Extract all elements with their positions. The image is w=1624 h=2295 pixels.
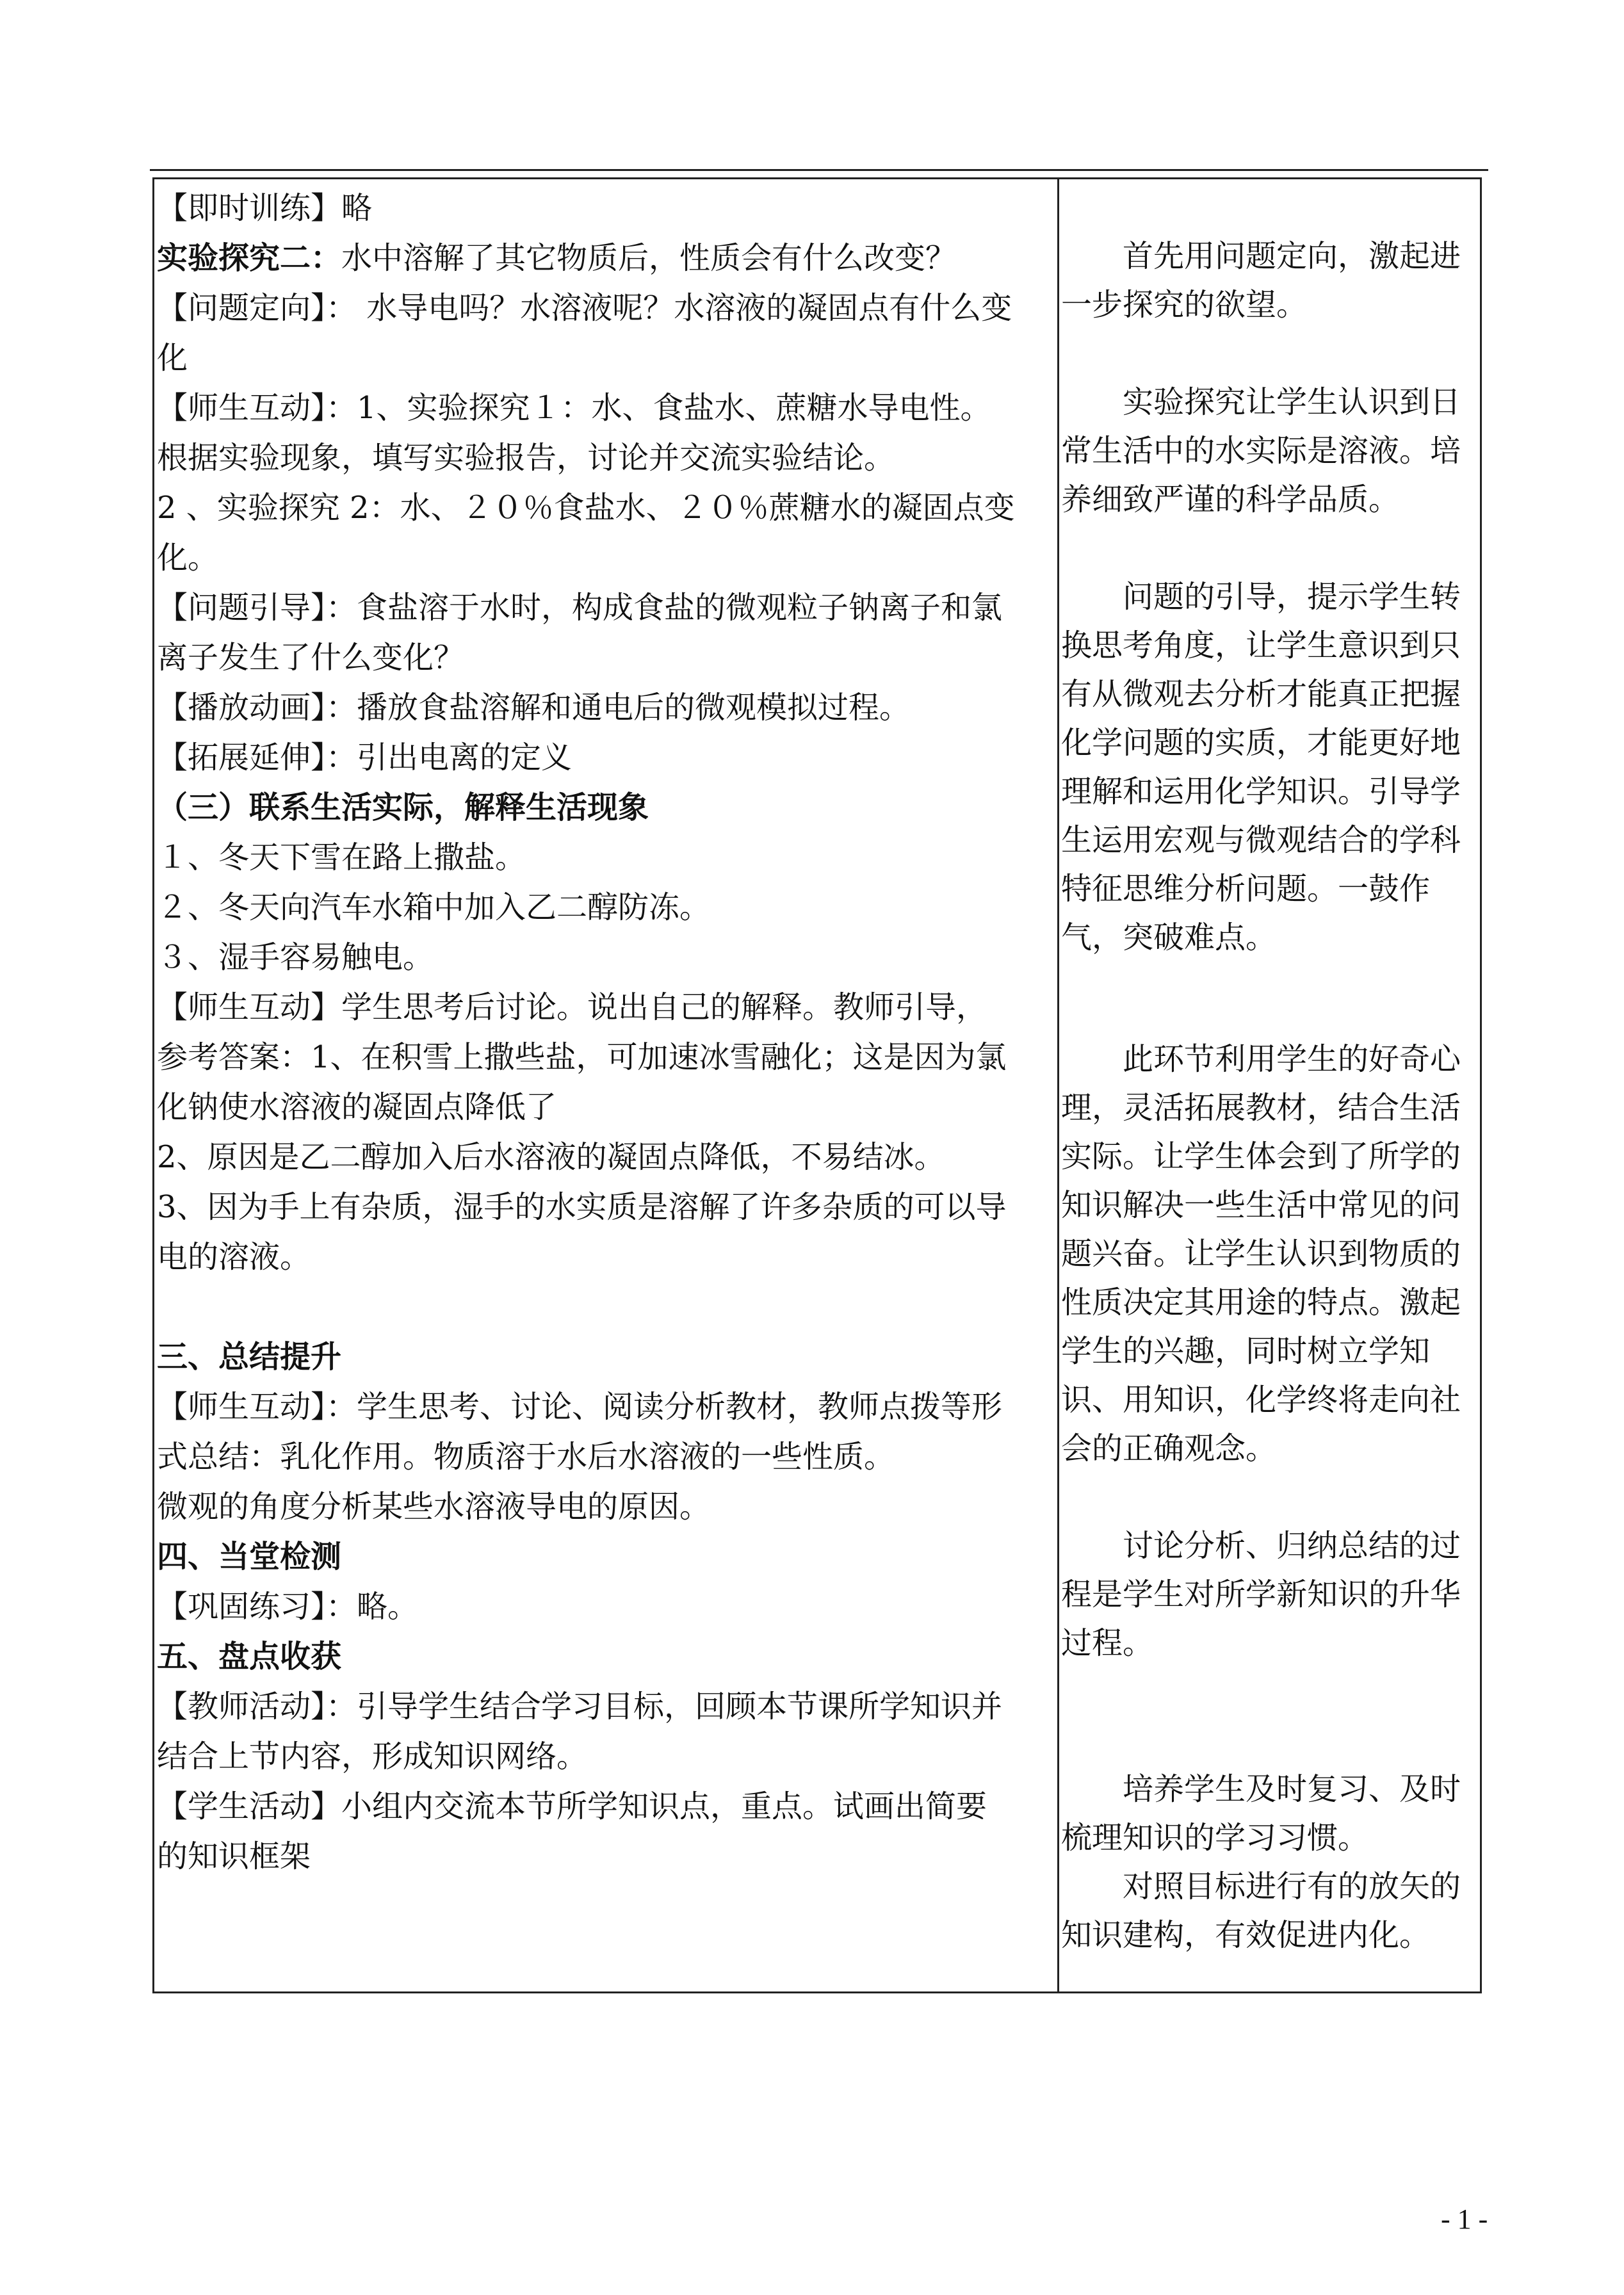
heading-text: 五、盘点收获	[157, 1639, 342, 1675]
tag: 【师生互动】	[157, 1389, 327, 1425]
tag: 【师生互动】	[157, 390, 327, 426]
line-instant-training	[157, 183, 1053, 233]
line-text: 微观的角度分析某些水溶液导电的原因。	[157, 1489, 711, 1525]
text: ：播放食盐溶解和通电后的微观模拟过程。	[326, 690, 911, 726]
line-interaction-three	[157, 1382, 1053, 1432]
line-text: 电的溶液。	[157, 1239, 311, 1275]
text: 学生思考后讨论。说出自己的解释。教师引导，	[341, 989, 987, 1025]
section-heading-test	[157, 1532, 1053, 1582]
text: ：学生思考、讨论、阅读分析教材，教师点拨等形	[326, 1389, 1003, 1425]
intent-paragraph: 讨论分析、归纳总结的过程是学生对所学新知识的升华过程。	[1061, 1528, 1461, 1661]
lesson-table	[152, 177, 1482, 1993]
line-interaction-one	[157, 383, 1053, 433]
line-text: 的知识框架	[157, 1838, 311, 1874]
line-play-animation	[157, 683, 1053, 733]
line-problem-orientation	[157, 283, 1053, 333]
section-heading-summary	[157, 1332, 1053, 1382]
text: ：略。	[326, 1589, 419, 1625]
line-text: １、冬天下雪在路上撒盐。	[157, 839, 526, 875]
text: ：引出电离的定义	[326, 740, 572, 775]
line-text: 化。	[157, 540, 219, 576]
line-text: 式总结：乳化作用。物质溶于水后水溶液的一些性质。	[157, 1439, 895, 1475]
line-text: 根据实验现象，填写实验报告，讨论并交流实验结论。	[157, 440, 895, 476]
line-text: 2、原因是乙二醇加入后水溶液的凝固点降低，不易结冰。	[157, 1139, 945, 1175]
intent-paragraph: 首先用问题定向，激起进一步探究的欲望。	[1061, 238, 1461, 323]
tag: 实验探究二：	[157, 240, 342, 276]
line-text: 3、因为手上有杂质，湿手的水实质是溶解了许多杂质的可以导	[157, 1189, 1007, 1225]
tag: 【拓展延伸】	[157, 740, 327, 775]
line-experiment-two	[157, 233, 1053, 283]
line-student-activity	[157, 1781, 1053, 1831]
line-question-guide	[157, 583, 1053, 633]
intent-paragraph: 此环节利用学生的好奇心理，灵活拓展教材，结合生活实际。让学生体会到了所学的知识解决一些生活中常见的问题兴奋。让学生认识到物质的性质决定其用途的特点。激起学生的兴趣，同时树立学知识、用知识，化学终将走向社会的正确观念。	[1061, 1041, 1461, 1466]
text: 水中溶解了其它物质后，性质会有什么改变？	[341, 240, 957, 276]
line-interaction-two	[157, 982, 1053, 1032]
text: 小组内交流本节所学知识点，重点。试画出简要	[341, 1788, 987, 1824]
blank-line	[157, 1282, 1053, 1332]
text: ：食盐溶于水时，构成食盐的微观粒子钠离子和氯	[326, 590, 1003, 626]
heading-text: 四、当堂检测	[157, 1539, 342, 1575]
tag: 【教师活动】	[157, 1689, 327, 1724]
text: 水导电吗？水溶液呢？水溶液的凝固点有什么变	[357, 290, 1012, 326]
section-heading-harvest	[157, 1632, 1053, 1682]
text: ：1、实验探究１：水、食盐水、蔗糖水导电性。	[326, 390, 991, 426]
line-text: ３、湿手容易触电。	[157, 939, 434, 975]
line-text: 化钠使水溶液的凝固点降低了	[157, 1089, 557, 1125]
line-practice	[157, 1582, 1053, 1632]
page-number: - 1 -	[1441, 2203, 1488, 2235]
heading-text: （三）联系生活实际，解释生活现象	[157, 790, 649, 825]
tag: 【师生互动】	[157, 989, 342, 1025]
intent-paragraph: 实验探究让学生认识到日常生活中的水实际是溶液。培养细致严谨的科学品质。	[1061, 384, 1461, 517]
column-divider	[1057, 179, 1059, 1991]
tag: 【学生活动】	[157, 1788, 342, 1824]
section-heading-three	[157, 783, 1053, 832]
intent-paragraph: 对照目标进行有的放矢的知识建构，有效促进内化。	[1061, 1869, 1461, 1953]
tag: 【播放动画】	[157, 690, 327, 726]
tag: 【即时训练】	[157, 190, 342, 226]
text: ：引导学生结合学习目标，回顾本节课所学知识并	[326, 1689, 1003, 1724]
intent-paragraph: 问题的引导，提示学生转换思考角度，让学生意识到只有从微观去分析才能真正把握化学问题的实质，才能更好地理解和运用化学知识。引导学生运用宏观与微观结合的学科特征思维分析问题。一鼓作气，突破难点。	[1061, 579, 1461, 955]
heading-text: 三、总结提升	[157, 1339, 342, 1375]
line-text: 参考答案：1、在积雪上撒些盐，可加速冰雪融化；这是因为氯	[157, 1039, 1007, 1075]
design-intent-column	[1061, 183, 1480, 1959]
teaching-process-column	[157, 183, 1053, 1881]
line-text: 离子发生了什么变化？	[157, 640, 465, 676]
line-text: 结合上节内容，形成知识网络。	[157, 1739, 588, 1774]
line-text: 化	[157, 340, 188, 376]
line-text: 2 、实验探究 2：水、２０％食盐水、２０％蔗糖水的凝固点变	[157, 490, 1015, 526]
tag: 【巩固练习】	[157, 1589, 327, 1625]
line-extension	[157, 733, 1053, 783]
line-text: ２、冬天向汽车水箱中加入乙二醇防冻。	[157, 889, 711, 925]
text: 略	[341, 190, 373, 226]
intent-paragraph: 培养学生及时复习、及时梳理知识的学习习惯。	[1061, 1771, 1461, 1856]
tag: 【问题定向】：	[157, 290, 357, 326]
line-teacher-activity	[157, 1682, 1053, 1731]
header-rule	[150, 169, 1488, 171]
tag: 【问题引导】	[157, 590, 327, 626]
